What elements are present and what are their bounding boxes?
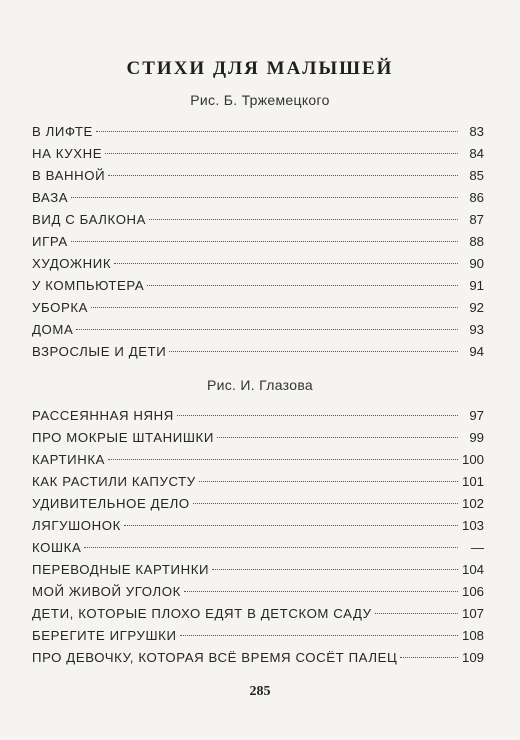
toc-entry[interactable]	[32, 405, 484, 427]
dot-leader	[212, 569, 458, 570]
dot-leader	[105, 153, 458, 154]
toc-entry[interactable]	[32, 647, 484, 669]
toc-entry[interactable]	[32, 515, 484, 537]
entry-page-number: 107	[461, 606, 484, 621]
entry-title: ИГРА	[32, 234, 68, 249]
entry-page-number: 91	[469, 278, 484, 293]
toc-list	[32, 405, 484, 669]
entry-title: КАК РАСТИЛИ КАПУСТУ	[32, 474, 196, 489]
toc-entry[interactable]	[32, 341, 484, 363]
entry-page-number: 90	[469, 256, 484, 271]
dot-leader	[108, 459, 458, 460]
toc-entry[interactable]	[32, 625, 484, 647]
entry-title: ПРО МОКРЫЕ ШТАНИШКИ	[32, 430, 214, 445]
entry-title: УДИВИТЕЛЬНОЕ ДЕЛО	[32, 496, 190, 511]
toc-entry[interactable]	[32, 603, 484, 625]
page-number: 285	[249, 684, 271, 699]
toc-entry[interactable]	[32, 187, 484, 209]
entry-page-number: 102	[461, 496, 484, 511]
entry-page-number: 101	[461, 474, 484, 489]
toc-entry[interactable]	[32, 209, 484, 231]
entry-page-number: 109	[461, 650, 484, 665]
toc-entry[interactable]	[32, 275, 484, 297]
toc-entry[interactable]	[32, 581, 484, 603]
entry-page-number: 84	[469, 146, 484, 161]
dot-leader	[71, 241, 458, 242]
dot-leader	[193, 503, 458, 504]
entry-title: ПРО ДЕВОЧКУ, КОТОРАЯ ВСЁ ВРЕМЯ СОСЁТ ПАЛЕЦ	[32, 650, 398, 665]
entry-title: ХУДОЖНИК	[32, 256, 112, 271]
entry-title: ВЗРОСЛЫЕ И ДЕТИ	[32, 344, 167, 359]
toc-entry[interactable]	[32, 165, 484, 187]
entry-page-number: 106	[461, 584, 484, 599]
entry-title: КОШКА	[32, 540, 82, 555]
entry-title: В ЛИФТЕ	[32, 124, 93, 139]
toc-entry[interactable]	[32, 537, 484, 559]
toc-entry[interactable]	[32, 449, 484, 471]
entry-title: ВИД С БАЛКОНА	[32, 212, 147, 227]
entry-title: УБОРКА	[32, 300, 89, 315]
dot-leader	[177, 415, 458, 416]
entry-page-number: 100	[461, 452, 484, 467]
dot-leader	[76, 329, 458, 330]
entry-title: РАССЕЯННАЯ НЯНЯ	[32, 408, 174, 423]
dot-leader	[180, 635, 458, 636]
toc-entry[interactable]	[32, 143, 484, 165]
dot-leader	[169, 351, 458, 352]
entry-title: МОЙ ЖИВОЙ УГОЛОК	[32, 584, 181, 599]
illustrator-credit: Рис. И. Глазова	[207, 377, 313, 393]
dot-leader	[114, 263, 458, 264]
toc-entry[interactable]	[32, 493, 484, 515]
entry-title: ПЕРЕВОДНЫЕ КАРТИНКИ	[32, 562, 210, 577]
entry-page-number: 103	[461, 518, 484, 533]
dot-leader	[199, 481, 458, 482]
toc-entry[interactable]	[32, 559, 484, 581]
toc-entry[interactable]	[32, 427, 484, 449]
toc-entry[interactable]	[32, 121, 484, 143]
entry-title: У КОМПЬЮТЕРА	[32, 278, 145, 293]
entry-title: БЕРЕГИТЕ ИГРУШКИ	[32, 628, 177, 643]
dot-leader	[124, 525, 458, 526]
dot-leader	[149, 219, 458, 220]
entry-page-number: 83	[469, 124, 484, 139]
entry-page-number: 86	[469, 190, 484, 205]
entry-title: ДЕТИ, КОТОРЫЕ ПЛОХО ЕДЯТ В ДЕТСКОМ САДУ	[32, 606, 372, 621]
entry-page-number: 93	[469, 322, 484, 337]
entry-page-number: 99	[469, 430, 484, 445]
entry-page-number: 94	[469, 344, 484, 359]
toc-entry[interactable]	[32, 319, 484, 341]
dot-leader	[71, 197, 458, 198]
dot-leader	[84, 547, 458, 548]
entry-page-number: —	[470, 540, 484, 555]
illustrator-credit: Рис. Б. Тржемецкого	[190, 92, 330, 108]
dot-leader	[217, 437, 458, 438]
entry-page-number: 97	[469, 408, 484, 423]
entry-title: ЛЯГУШОНОК	[32, 518, 121, 533]
toc-entry[interactable]	[32, 253, 484, 275]
entry-title: НА КУХНЕ	[32, 146, 103, 161]
toc-list	[32, 121, 484, 363]
dot-leader	[96, 131, 458, 132]
dot-leader	[184, 591, 458, 592]
entry-page-number: 88	[469, 234, 484, 249]
entry-title: КАРТИНКА	[32, 452, 106, 467]
section-title: СТИХИ ДЛЯ МАЛЫШЕЙ	[126, 58, 394, 79]
toc-entry[interactable]	[32, 471, 484, 493]
entry-title: ВАЗА	[32, 190, 69, 205]
dot-leader	[400, 657, 458, 658]
toc-entry[interactable]	[32, 297, 484, 319]
toc-entry[interactable]	[32, 231, 484, 253]
dot-leader	[375, 613, 458, 614]
entry-page-number: 92	[469, 300, 484, 315]
entry-page-number: 85	[469, 168, 484, 183]
entry-page-number: 104	[461, 562, 484, 577]
entry-page-number: 108	[461, 628, 484, 643]
dot-leader	[147, 285, 458, 286]
entry-page-number: 87	[469, 212, 484, 227]
entry-title: ДОМА	[32, 322, 74, 337]
dot-leader	[91, 307, 458, 308]
entry-title: В ВАННОЙ	[32, 168, 106, 183]
dot-leader	[108, 175, 458, 176]
